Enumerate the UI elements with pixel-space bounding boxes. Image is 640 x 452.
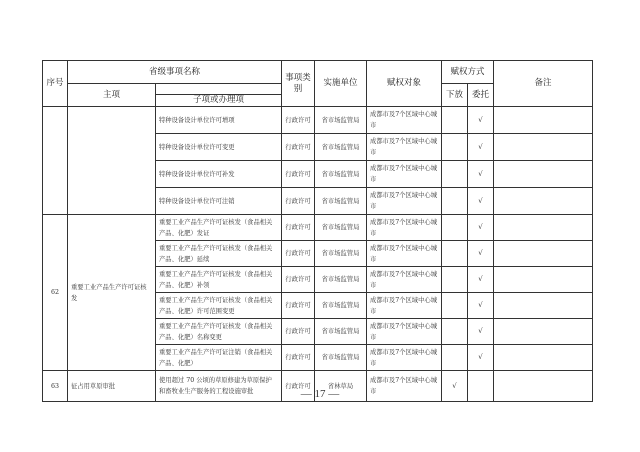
cell-main-item — [68, 107, 156, 215]
cell-devolve — [442, 319, 468, 345]
cell-entrust: √ — [468, 188, 494, 215]
cell-category: 行政许可 — [282, 267, 315, 293]
cell-sub-item: 重要工业产品生产许可证核发（食品相关产品、化肥）许可范围变更 — [156, 293, 282, 319]
cell-sub-item: 特种设备设计单位许可补发 — [156, 161, 282, 188]
cell-unit: 省市场监管局 — [315, 319, 367, 345]
cell-unit: 省市场监管局 — [315, 241, 367, 267]
cell-category: 行政许可 — [282, 188, 315, 215]
cell-remarks — [494, 241, 593, 267]
cell-seq: 63 — [43, 371, 68, 402]
cell-seq: 62 — [43, 215, 68, 371]
cell-main-item: 征占用草原审批 — [68, 371, 156, 402]
cell-category: 行政许可 — [282, 319, 315, 345]
cell-devolve — [442, 215, 468, 241]
cell-entrust: √ — [468, 134, 494, 161]
header-target: 赋权对象 — [367, 61, 442, 107]
header-item-name-group: 省级事项名称 — [68, 61, 282, 84]
cell-target: 成都市及7个区域中心城市 — [367, 293, 442, 319]
cell-devolve — [442, 241, 468, 267]
cell-main-item: 重要工业产品生产许可证核发 — [68, 215, 156, 371]
cell-remarks — [494, 345, 593, 371]
cell-entrust: √ — [468, 345, 494, 371]
cell-devolve — [442, 188, 468, 215]
cell-remarks — [494, 215, 593, 241]
cell-unit: 省市场监管局 — [315, 134, 367, 161]
cell-category: 行政许可 — [282, 215, 315, 241]
cell-devolve — [442, 293, 468, 319]
header-method-devolve: 下放 — [442, 84, 468, 107]
cell-remarks — [494, 107, 593, 134]
cell-remarks — [494, 267, 593, 293]
header-unit: 实施单位 — [315, 61, 367, 107]
cell-devolve — [442, 267, 468, 293]
cell-devolve — [442, 134, 468, 161]
header-method-entrust: 委托 — [468, 84, 494, 107]
cell-sub-item: 使用超过 70 公顷的草原修建为草原保护和畜牧业生产服务的工程设施审批 — [156, 371, 282, 402]
cell-entrust: √ — [468, 161, 494, 188]
cell-unit: 省市场监管局 — [315, 215, 367, 241]
cell-entrust: √ — [468, 319, 494, 345]
cell-sub-item: 重要工业产品生产许可证核发（食品相关产品、化肥）名称变更 — [156, 319, 282, 345]
cell-unit: 省市场监管局 — [315, 188, 367, 215]
cell-sub-item: 重要工业产品生产许可证核发（食品相关产品、化肥）延续 — [156, 241, 282, 267]
cell-sub-item: 特种设备设计单位许可注销 — [156, 188, 282, 215]
cell-entrust: √ — [468, 293, 494, 319]
cell-target: 成都市及7个区域中心城市 — [367, 345, 442, 371]
cell-remarks — [494, 188, 593, 215]
cell-seq — [43, 107, 68, 215]
cell-category: 行政许可 — [282, 371, 315, 402]
header-seq: 序号 — [43, 61, 68, 107]
table-row — [43, 107, 593, 134]
cell-target: 成都市及7个区域中心城市 — [367, 107, 442, 134]
cell-sub-item: 重要工业产品生产许可证核发（食品相关产品、化肥）发证 — [156, 215, 282, 241]
cell-sub-item: 特种设备设计单位许可增项 — [156, 107, 282, 134]
header-sub-item-spacer — [156, 84, 282, 95]
cell-devolve — [442, 161, 468, 188]
cell-unit: 省林草局 — [315, 371, 367, 402]
cell-target: 成都市及7个区域中心城市 — [367, 319, 442, 345]
header-category: 事项类别 — [282, 61, 315, 107]
cell-remarks — [494, 134, 593, 161]
cell-target: 成都市及7个区域中心城市 — [367, 267, 442, 293]
cell-entrust: √ — [468, 267, 494, 293]
cell-remarks — [494, 161, 593, 188]
cell-category: 行政许可 — [282, 107, 315, 134]
cell-unit: 省市场监管局 — [315, 107, 367, 134]
cell-sub-item: 重要工业产品生产许可证核发（食品相关产品、化肥）补领 — [156, 267, 282, 293]
cell-target: 成都市及7个区域中心城市 — [367, 371, 442, 402]
cell-devolve: √ — [442, 371, 468, 402]
cell-category: 行政许可 — [282, 293, 315, 319]
cell-unit: 省市场监管局 — [315, 345, 367, 371]
header-main-item: 主项 — [68, 84, 156, 107]
header-method-group: 赋权方式 — [442, 61, 494, 84]
header-remarks: 备注 — [494, 61, 593, 107]
cell-target: 成都市及7个区域中心城市 — [367, 241, 442, 267]
cell-sub-item: 特种设备设计单位许可变更 — [156, 134, 282, 161]
header-sub-item: 子项或办理项 — [156, 95, 282, 107]
cell-entrust: √ — [468, 107, 494, 134]
cell-unit: 省市场监管局 — [315, 161, 367, 188]
cell-target: 成都市及7个区域中心城市 — [367, 134, 442, 161]
delegation-table — [42, 60, 593, 402]
cell-unit: 省市场监管局 — [315, 267, 367, 293]
cell-remarks — [494, 319, 593, 345]
cell-category: 行政许可 — [282, 241, 315, 267]
cell-target: 成都市及7个区域中心城市 — [367, 215, 442, 241]
cell-target: 成都市及7个区域中心城市 — [367, 188, 442, 215]
cell-entrust: √ — [468, 241, 494, 267]
table-row — [43, 215, 593, 241]
cell-devolve — [442, 345, 468, 371]
page-number: — 17 — — [300, 388, 340, 400]
cell-category: 行政许可 — [282, 161, 315, 188]
cell-category: 行政许可 — [282, 345, 315, 371]
cell-remarks — [494, 293, 593, 319]
cell-target: 成都市及7个区域中心城市 — [367, 161, 442, 188]
cell-category: 行政许可 — [282, 134, 315, 161]
cell-unit: 省市场监管局 — [315, 293, 367, 319]
cell-entrust: √ — [468, 215, 494, 241]
cell-sub-item: 重要工业产品生产许可证注销（食品相关产品、化肥） — [156, 345, 282, 371]
cell-devolve — [442, 107, 468, 134]
